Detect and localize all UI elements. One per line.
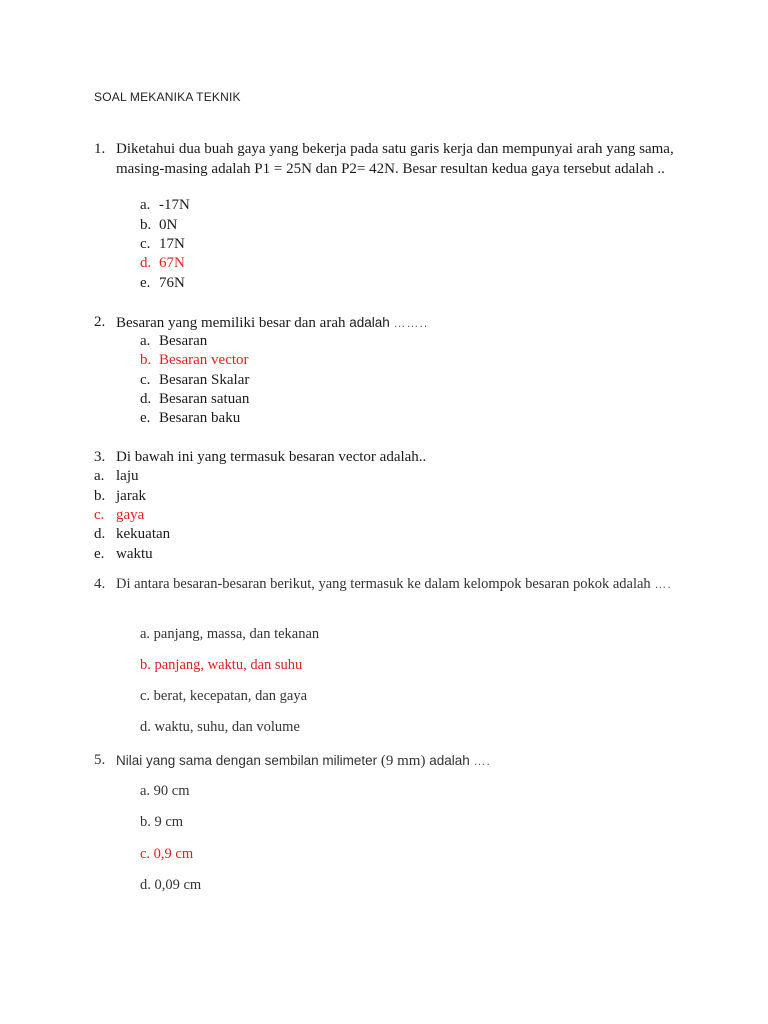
option-c: c. 17N [140,236,185,252]
option-d: d. Besaran satuan [140,391,250,407]
option-d: d. kekuatan [94,526,171,542]
option-a: a. Besaran [140,333,208,349]
option-d: d. waktu, suhu, dan volume [140,719,300,735]
question-text: Di antara besaran-besaran berikut, yang termasuk ke dalam kelompok besaran pokok adalah …. [116,576,672,592]
option-b-correct: b. panjang, waktu, dan suhu [140,657,303,673]
question-number: 2. [94,314,106,330]
option-a: a. panjang, massa, dan tekanan [140,626,320,642]
question-number: 3. [94,449,106,465]
question-number: 1. [94,141,106,157]
question-text: Besaran yang memiliki besar dan arah adalah …….. [116,315,429,331]
question-text: Diketahui dua buah gaya yang bekerja pada satu garis kerja dan mempunyai arah yang sama, masing-masing adalah P1 = 25N dan P2= 42N. Besar resultan kedua gaya tersebut adalah .. [116,141,674,177]
option-e: e. 76N [140,275,185,291]
option-b-correct: b. Besaran vector [140,352,249,368]
option-a: a. 90 cm [140,783,190,799]
question-number: 5. [94,752,106,768]
option-b: b. 0N [140,217,178,233]
question-text: Di bawah ini yang termasuk besaran vector adalah.. [116,449,427,465]
option-b: b. 9 cm [140,814,184,830]
option-e: e. waktu [94,546,153,562]
option-e: e. Besaran baku [140,410,241,426]
question-number: 4. [94,576,106,592]
question-text: Nilai yang sama dengan sembilan milimeter (9 mm) adalah …. [116,753,491,769]
option-a: a. laju [94,468,139,484]
document-title: SOAL MEKANIKA TEKNIK [94,90,241,104]
option-c: c. berat, kecepatan, dan gaya [140,688,308,704]
option-c-correct: c. gaya [94,507,145,523]
option-c-correct: c. 0,9 cm [140,846,194,862]
option-a: a. -17N [140,197,190,213]
option-d-correct: d. 67N [140,255,185,271]
option-c: c. Besaran Skalar [140,372,250,388]
option-b: b. jarak [94,488,146,504]
option-d: d. 0,09 cm [140,877,202,893]
